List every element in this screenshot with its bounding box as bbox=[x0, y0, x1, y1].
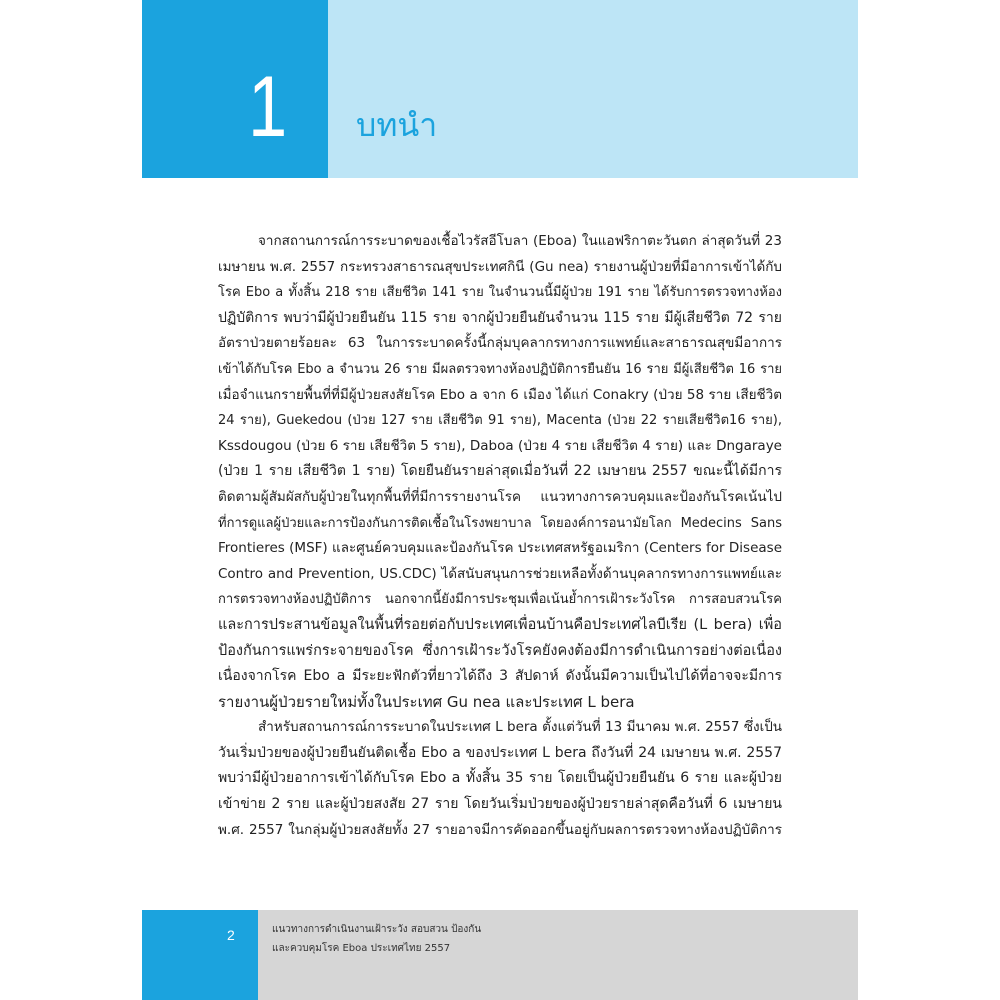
chapter-number: 1 bbox=[248, 59, 288, 155]
text-line: และการประสานข้อมูลในพื้นที่รอยต่อกับประเทศเพื่อนบ้านคือประเทศไลบีเรีย (L bera) เพื่อ bbox=[218, 616, 782, 633]
text-line: Frontieres (MSF) และศูนย์ควบคุมและป้องกันโรค ประเทศสหรัฐอเมริกา (Centers for Disease bbox=[218, 540, 782, 557]
text-line: 24 ราย), Guekedou (ป่วย 127 ราย เสียชีวิต 91 ราย), Macenta (ป่วย 22 รายเสียชีวิต16 ราย), bbox=[218, 413, 782, 429]
running-title-line: แนวทางการดำเนินงานเฝ้าระวัง สอบสวน ป้องกัน bbox=[272, 924, 482, 935]
text-line: สำหรับสถานการณ์การระบาดในประเทศ L bera ตั้งแต่วันที่ 13 มีนาคม พ.ศ. 2557 ซึ่งเป็น bbox=[258, 719, 782, 736]
chapter-title: บทนำ bbox=[356, 106, 438, 144]
text-line: อัตราป่วยตายร้อยละ 63 ในการระบาดครั้งนี้กลุ่มบุคลากรทางการแพทย์และสาธารณสุขมีอาการ bbox=[218, 335, 782, 352]
text-line: ติดตามผู้สัมผัสกับผู้ป่วยในทุกพื้นที่ที่มีการรายงานโรค แนวทางการควบคุมและป้องกันโรคเน้นไป bbox=[218, 488, 782, 505]
text-line: ที่การดูแลผู้ป่วยและการป้องกันการติดเชื้อในโรงพยาบาล โดยองค์การอนามัยโลก Medecins Sans bbox=[218, 515, 782, 531]
text-line: รายงานผู้ป่วยรายใหม่ทั้งในประเทศ Gu nea และประเทศ L bera bbox=[218, 692, 635, 711]
text-line: การตรวจทางห้องปฏิบัติการ นอกจากนี้ยังมีการประชุมเพื่อเน้นย้ำการเฝ้าระวังโรค การสอบสวนโรค bbox=[218, 592, 782, 608]
running-title-block bbox=[258, 910, 858, 1000]
paragraph bbox=[218, 715, 782, 843]
text-line: เข้าข่าย 2 ราย และผู้ป่วยสงสัย 27 ราย โดยวันเริ่มป่วยของผู้ป่วยรายล่าสุดคือวันที่ 6 เมษายน bbox=[218, 796, 782, 813]
text-line: เนื่องจากโรค Ebo a มีระยะฟักตัวที่ยาวได้ถึง 3 สัปดาห์ ดังนั้นมีความเป็นไปได้ที่อาจจะมีการ bbox=[218, 668, 782, 685]
text-line: โรค Ebo a ทั้งสิ้น 218 ราย เสียชีวิต 141 ราย ในจำนวนนี้มีผู้ป่วย 191 ราย ได้รับการตรวจทางห้อง bbox=[218, 285, 782, 301]
paragraph bbox=[218, 229, 782, 715]
page-number: 2 bbox=[227, 927, 235, 943]
text-line: ป้องกันการแพร่กระจายของโรค ซึ่งการเฝ้าระวังโรคยังคงต้องมีการดำเนินการอย่างต่อเนื่อง bbox=[218, 642, 782, 659]
text-line: เมษายน พ.ศ. 2557 กระทรวงสาธารณสุขประเทศกินี (Gu nea) รายงานผู้ป่วยที่มีอาการเข้าได้กับ bbox=[218, 258, 782, 275]
text-line: วันเริ่มป่วยของผู้ป่วยยืนยันติดเชื้อ Ebo a ของประเทศ L bera ถึงวันที่ 24 เมษายน พ.ศ. 2557 bbox=[218, 744, 782, 761]
running-title bbox=[272, 920, 481, 958]
body-text bbox=[218, 229, 782, 843]
chapter-number-block bbox=[142, 0, 328, 178]
running-title-line: และควบคุมโรค Eboa ประเทศไทย 2557 bbox=[272, 943, 451, 954]
text-line: Kssdougou (ป่วย 6 ราย เสียชีวิต 5 ราย), Daboa (ป่วย 4 ราย เสียชีวิต 4 ราย) และ Dngaraye bbox=[218, 437, 782, 454]
text-line: (ป่วย 1 ราย เสียชีวิต 1 ราย) โดยยืนยันรายล่าสุดเมื่อวันที่ 22 เมษายน 2557 ขณะนี้ได้มีการ bbox=[218, 463, 782, 480]
chapter-title-block bbox=[328, 0, 858, 178]
text-line: ปฏิบัติการ พบว่ามีผู้ป่วยยืนยัน 115 ราย จากผู้ป่วยยืนยันจำนวน 115 ราย มีผู้เสียชีวิต 72 ราย bbox=[218, 309, 782, 326]
text-line: เมื่อจำแนกรายพื้นที่ที่มีผู้ป่วยสงสัยโรค Ebo a จาก 6 เมือง ได้แก่ Conakry (ป่วย 58 ราย เสียชีวิต bbox=[218, 386, 782, 403]
page-number-block bbox=[142, 910, 258, 1000]
text-line: พบว่ามีผู้ป่วยอาการเข้าได้กับโรค Ebo a ทั้งสิ้น 35 ราย โดยเป็นผู้ป่วยยืนยัน 6 ราย และผู้ป่วย bbox=[218, 770, 782, 787]
text-line: เข้าได้กับโรค Ebo a จำนวน 26 ราย มีผลตรวจทางห้องปฏิบัติการยืนยัน 16 ราย มีผู้เสียชีวิต 16 ราย bbox=[218, 361, 782, 377]
text-line: พ.ศ. 2557 ในกลุ่มผู้ป่วยสงสัยทั้ง 27 รายอาจมีการคัดออกขึ้นอยู่กับผลการตรวจทางห้องปฏิบัติการ bbox=[218, 821, 782, 838]
text-line: จากสถานการณ์การระบาดของเชื้อไวรัสอีโบลา (Eboa) ในแอฟริกาตะวันตก ล่าสุดวันที่ 23 bbox=[258, 233, 782, 249]
text-line: Contro and Prevention, US.CDC) ได้สนับสนุนการช่วยเหลือทั้งด้านบุคลากรทางการแพทย์และ bbox=[218, 565, 782, 582]
